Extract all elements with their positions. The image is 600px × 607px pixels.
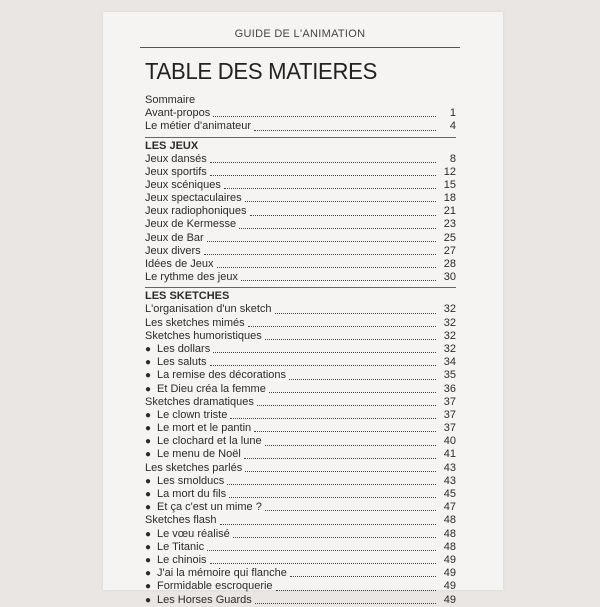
toc-entry-page: 49 <box>443 567 456 580</box>
bullet-icon: ● <box>145 436 152 448</box>
toc-entry-page: 32 <box>443 316 456 329</box>
dot-leader <box>254 129 436 131</box>
bullet-icon: ● <box>145 541 152 553</box>
toc-entry <box>145 580 456 593</box>
toc-entry <box>145 245 456 258</box>
toc-entry <box>145 594 456 607</box>
dot-leader <box>224 187 436 189</box>
toc-entry-page: 1 <box>449 107 456 120</box>
toc-entry-page: 25 <box>443 231 456 244</box>
dot-leader <box>269 391 436 393</box>
toc-entry <box>145 343 456 356</box>
bullet-icon: ● <box>145 554 152 566</box>
toc-entry <box>145 330 456 343</box>
dot-leader <box>210 562 436 564</box>
bullet-icon: ● <box>145 594 152 606</box>
toc-entry-label: Avant-propos <box>145 107 211 120</box>
toc-entry-page: 43 <box>443 461 456 474</box>
dot-leader <box>213 351 436 353</box>
toc-entry-label: Le Titanic <box>157 540 205 553</box>
section-divider <box>145 287 456 288</box>
section-title-sketches: LES SKETCHES <box>145 290 230 303</box>
dot-leader <box>229 496 436 498</box>
toc-entry-label: Sketches dramatiques <box>145 395 254 408</box>
toc-entry <box>145 488 456 501</box>
intro-heading: Sommaire <box>145 94 196 106</box>
toc-entry <box>145 528 456 541</box>
dot-leader <box>210 364 436 366</box>
toc-entry <box>145 153 456 166</box>
toc-entry <box>145 232 456 245</box>
toc-entry-page: 48 <box>443 514 456 527</box>
bullet-icon: ● <box>145 528 152 540</box>
toc-entry-label: Le clochard et la lune <box>157 435 262 448</box>
toc-entry-page: 45 <box>443 488 456 501</box>
toc-entry-label: Les smolducs <box>157 474 225 487</box>
toc-entry-page: 48 <box>443 527 456 540</box>
bullet-icon: ● <box>145 370 152 382</box>
toc-entry-label: Les saluts <box>157 356 207 369</box>
toc-entry-label: Le métier d'animateur <box>145 120 252 133</box>
toc-entry-page: 15 <box>443 178 456 191</box>
dot-leader <box>265 509 436 511</box>
dot-leader <box>255 602 436 604</box>
toc-entry-label: Jeux radiophoniques <box>145 205 247 218</box>
toc-entry-page: 8 <box>449 152 456 165</box>
toc-entry-label: J'ai la mémoire qui flanche <box>157 567 287 580</box>
toc-entry-label: Jeux dansés <box>145 152 207 165</box>
bullet-icon: ● <box>145 383 152 395</box>
toc-entry-page: 23 <box>443 218 456 231</box>
toc-entry-label: Les sketches parlés <box>145 461 243 474</box>
toc-entry-page: 41 <box>443 448 456 461</box>
toc-entry-label: Le rythme des jeux <box>145 271 238 284</box>
toc-entry-label: Jeux spectaculaires <box>145 192 242 205</box>
bullet-icon: ● <box>145 449 152 461</box>
toc-entry <box>145 435 456 448</box>
toc-entry-page: 36 <box>443 382 456 395</box>
toc-entry-label: L'organisation d'un sketch <box>145 303 272 316</box>
dot-leader <box>254 430 436 432</box>
toc-entry-label: Jeux scéniques <box>145 178 221 191</box>
toc-entry-label: La remise des décorations <box>157 369 287 382</box>
toc-entry-page: 40 <box>443 435 456 448</box>
dot-leader <box>289 378 436 380</box>
toc-entry-label: Le menu de Noël <box>157 448 241 461</box>
dot-leader <box>213 115 436 117</box>
bullet-icon: ● <box>145 343 152 355</box>
dot-leader <box>276 589 436 591</box>
toc-entry <box>145 541 456 554</box>
toc-entry-label: Le mort et le pantin <box>157 422 252 435</box>
dot-leader <box>275 312 436 314</box>
toc-entry-page: 47 <box>443 501 456 514</box>
dot-leader <box>265 444 436 446</box>
toc-entry-page: 48 <box>443 540 456 553</box>
toc-entry-page: 27 <box>443 244 456 257</box>
bullet-icon: ● <box>145 568 152 580</box>
table-of-contents <box>145 94 456 607</box>
toc-entry <box>145 501 456 514</box>
bullet-icon: ● <box>145 489 152 501</box>
toc-entry-label: Le vœu réalisé <box>157 527 230 540</box>
toc-entry <box>145 514 456 527</box>
toc-entry-page: 49 <box>443 593 456 606</box>
dot-leader <box>290 575 436 577</box>
section-title-jeux: LES JEUX <box>145 139 199 152</box>
dot-leader <box>244 457 436 459</box>
toc-entry <box>145 567 456 580</box>
toc-entry <box>145 422 456 435</box>
sketches-list <box>145 303 456 606</box>
toc-entry <box>145 219 456 232</box>
toc-entry <box>145 396 456 409</box>
dot-leader <box>241 279 436 281</box>
dot-leader <box>257 404 436 406</box>
toc-entry <box>145 192 456 205</box>
dot-leader <box>220 523 436 525</box>
toc-entry-page: 32 <box>443 342 456 355</box>
toc-entry-page: 4 <box>449 120 456 133</box>
toc-entry <box>145 409 456 422</box>
toc-entry-page: 43 <box>443 474 456 487</box>
bullet-icon: ● <box>145 423 152 435</box>
dot-leader <box>230 417 436 419</box>
dot-leader <box>217 266 437 268</box>
dot-leader <box>245 470 436 472</box>
toc-entry-label: Formidable escroquerie <box>157 580 273 593</box>
dot-leader <box>265 338 436 340</box>
toc-entry <box>145 369 456 382</box>
section-divider <box>145 137 456 138</box>
toc-entry-page: 28 <box>443 258 456 271</box>
toc-entry <box>145 383 456 396</box>
header-rule <box>140 47 460 48</box>
toc-entry-page: 34 <box>443 356 456 369</box>
page-title: TABLE DES MATIERES <box>145 58 378 84</box>
toc-entry <box>145 475 456 488</box>
intro-list <box>145 107 456 133</box>
bullet-icon: ● <box>145 475 152 487</box>
toc-entry-label: Sketches flash <box>145 514 217 527</box>
toc-entry-page: 49 <box>443 580 456 593</box>
dot-leader <box>210 174 436 176</box>
toc-entry <box>145 554 456 567</box>
toc-entry-label: Le clown triste <box>157 408 228 421</box>
dot-leader <box>207 549 436 551</box>
bullet-icon: ● <box>145 409 152 421</box>
dot-leader <box>233 536 436 538</box>
toc-entry-page: 49 <box>443 553 456 566</box>
toc-entry-page: 35 <box>443 369 456 382</box>
dot-leader <box>250 214 436 216</box>
toc-entry-label: Idées de Jeux <box>145 258 214 271</box>
toc-entry-label: Jeux sportifs <box>145 165 207 178</box>
toc-entry-label: Jeux de Kermesse <box>145 218 237 231</box>
toc-entry <box>145 179 456 192</box>
dot-leader <box>245 200 436 202</box>
toc-entry <box>145 166 456 179</box>
toc-entry-label: Sketches humoristiques <box>145 329 262 342</box>
toc-entry-page: 37 <box>443 422 456 435</box>
toc-entry-page: 32 <box>443 329 456 342</box>
toc-entry <box>145 462 456 475</box>
toc-entry-label: Et ça c'est un mime ? <box>157 501 262 514</box>
bullet-icon: ● <box>145 502 152 514</box>
toc-entry-page: 37 <box>443 408 456 421</box>
toc-entry <box>145 356 456 369</box>
toc-entry-label: Le chinois <box>157 553 207 566</box>
dot-leader <box>210 161 436 163</box>
toc-entry-label: Et Dieu créa la femme <box>157 382 266 395</box>
toc-entry-page: 12 <box>443 165 456 178</box>
bullet-icon: ● <box>145 357 152 369</box>
toc-entry <box>145 271 456 284</box>
toc-entry <box>145 303 456 316</box>
toc-entry <box>145 107 456 120</box>
toc-entry <box>145 317 456 330</box>
toc-entry-page: 21 <box>443 205 456 218</box>
toc-entry-label: Les dollars <box>157 342 211 355</box>
toc-entry-page: 32 <box>443 303 456 316</box>
toc-entry <box>145 258 456 271</box>
dot-leader <box>248 325 436 327</box>
jeux-list <box>145 153 456 285</box>
toc-entry-label: Les sketches mimés <box>145 316 245 329</box>
toc-entry-page: 30 <box>443 271 456 284</box>
toc-entry-page: 37 <box>443 395 456 408</box>
toc-entry-label: Jeux divers <box>145 244 201 257</box>
dot-leader <box>239 227 436 229</box>
running-header: GUIDE DE L'ANIMATION <box>234 28 366 40</box>
bullet-icon: ● <box>145 581 152 593</box>
dot-leader <box>204 253 436 255</box>
toc-entry-page: 18 <box>443 192 456 205</box>
toc-entry <box>145 205 456 218</box>
toc-entry-label: La mort du fils <box>157 488 227 501</box>
toc-entry-label: Les Horses Guards <box>157 593 252 606</box>
toc-entry <box>145 449 456 462</box>
dot-leader <box>227 483 436 485</box>
dot-leader <box>207 240 436 242</box>
toc-entry-label: Jeux de Bar <box>145 231 204 244</box>
toc-entry <box>145 120 456 133</box>
